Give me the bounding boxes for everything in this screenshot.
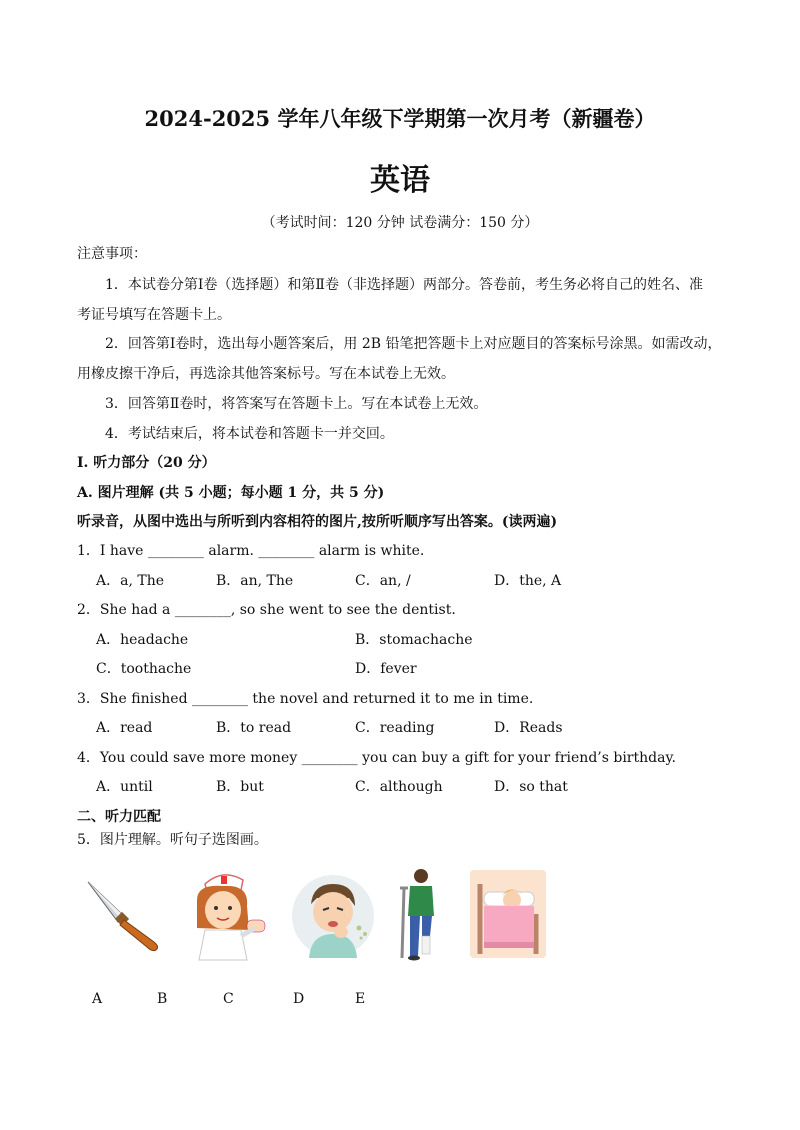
knife-picture [84,876,168,952]
option: C．toothache [96,661,192,677]
option: B．but [216,779,264,795]
option: A．a, The [96,573,164,589]
picture-label: A [92,991,103,1007]
option: B．to read [216,720,292,736]
instruction: 听录音，从图中选出与所听到内容相符的图片,按所听顺序写出答案。(读两遍) [77,514,558,530]
note-line: 用橡皮擦干净后，再选涂其他答案标号。写在本试卷上无效。 [77,366,455,382]
option: B．an, The [216,573,294,589]
subject-title: 英语 [370,163,430,198]
option: D．so that [494,779,568,795]
option: D．Reads [494,720,563,736]
note-line: 考证号填写在答题卡上。 [77,307,231,323]
question-stem: 1．I have ________ alarm. ________ alarm is white. [77,543,425,559]
exam-title: 2024-2025 学年八年级下学期第一次月考（新疆卷） [144,106,656,131]
picture-label: B [157,991,168,1007]
option: A．headache [96,632,189,648]
option: D．the, A [494,573,562,589]
nurse-picture [183,866,273,962]
note-line: 4．考试结束后，将本试卷和答题卡一并交回。 [105,426,394,442]
option: A．read [96,720,153,736]
option: C．although [355,779,443,795]
exam-meta: （考试时间：120 分钟 试卷满分：150 分） [261,215,539,231]
note-line: 3．回答第Ⅱ卷时，将答案写在答题卡上。写在本试卷上无效。 [105,396,488,412]
option: B．stomachache [355,632,473,648]
coughing-boy-picture [289,872,377,958]
option: D．fever [355,661,417,677]
question-stem: 2．She had a ________, so she went to see the dentist. [77,602,456,618]
sick-in-bed-picture [470,870,546,958]
injured-man-picture [396,866,446,962]
option: C．reading [355,720,435,736]
note-line: 2．回答第Ⅰ卷时，选出每小题答案后，用 2B 铅笔把答题卡上对应题目的答案标号涂黑。如需改动， [105,336,722,352]
option: C．an, / [355,573,411,589]
part-a-heading: A. 图片理解 (共 5 小题；每小题 1 分，共 5 分) [77,485,385,501]
question-stem: 3．She finished ________ the novel and returned it to me in time. [77,691,534,707]
picture-label: E [355,991,366,1007]
note-line: 1．本试卷分第Ⅰ卷（选择题）和第Ⅱ卷（非选择题）两部分。答卷前，考生务必将自己的姓名、准 [105,277,703,293]
notes-heading: 注意事项： [77,246,147,262]
picture-label: C [223,991,234,1007]
section-heading: 二、听力匹配 [77,809,161,825]
question-stem: 5．图片理解。听句子选图画。 [77,832,268,848]
question-stem: 4．You could save more money ________ you can buy a gift for your friend’s birthday. [77,750,676,766]
option: A．until [96,779,153,795]
picture-label: D [293,991,305,1007]
section-heading: I. 听力部分（20 分） [77,455,216,471]
